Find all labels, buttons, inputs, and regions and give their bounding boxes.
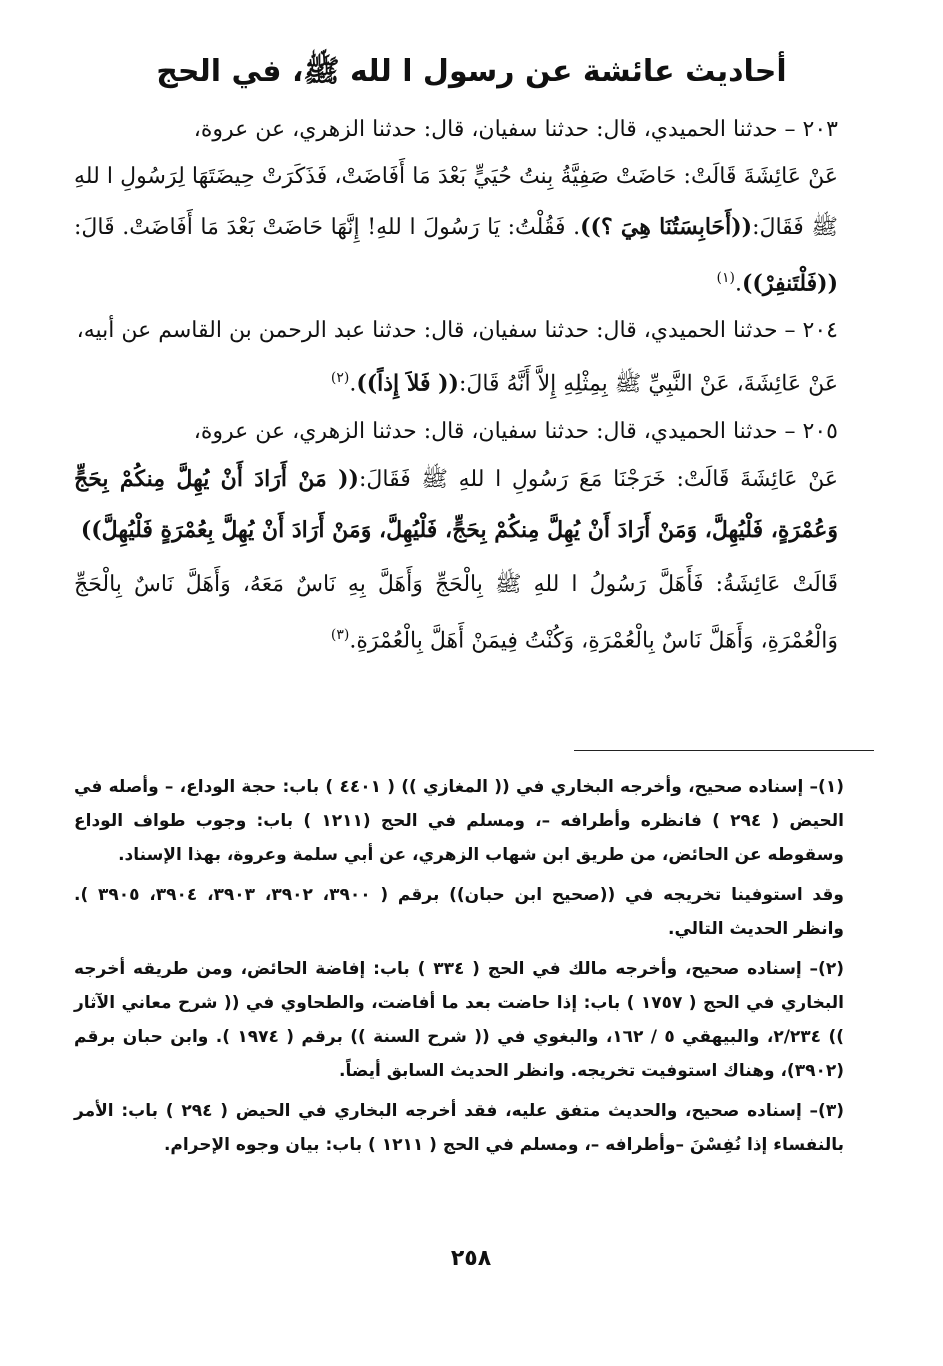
footnote-1: (١)– إسناده صحيح، وأخرجه البخاري في (( المغازي )) ( ٤٤٠١ ) باب: حجة الوداع، – وأصله في الحيض ( ٢٩٤ ) فانظره وأطرافه –، ومسلم في الحج (١٢١١ ) باب: وجوب طواف الوداع وسقوطه عن الحائض، من طريق ابن شهاب الزهري، عن أبي سلمة وعروة، بهذا الإسناد. <box>74 777 845 865</box>
footnote-2: (٢)– إسناده صحيح، وأخرجه مالك في الحج ( ٣٣٤ ) باب: إفاضة الحائض، ومن طريقه أخرجه البخاري في الحج ( ١٧٥٧ ) باب: إذا حاضت بعد ما أفاضت، والطحاوي في (( شرح معاني الآثار )) ٢/٢٣٤، والبيهقي ٥ / ١٦٢، والبغوي في (( شرح السنة )) برقم ( ١٩٧٤ ). وابن حبان برقم (٣٩٠٢)، وهناك استوفيت تخريجه. وانظر الحديث السابق أيضاً. <box>74 959 845 1081</box>
hadith-205-matn <box>74 454 874 556</box>
hadith-203-text-a: عَنْ عَائِشَةَ قَالَتْ: حَاضَتْ صَفِيَّةُ بِنتُ حُيَيٍّ بَعْدَ مَا أَفَاضَتْ، فَذَكَرَتْ حِيضَتَهَا لِرَسُولِ ا للهِ ﷺ فَقَالَ: <box>74 164 838 240</box>
footnotes-section <box>74 770 874 1168</box>
footnote-ref-3[interactable]: (٣) <box>330 626 350 643</box>
hadith-204-matn: عَنْ عَائِشَةَ، عَنْ النَّبِيِّ ﷺ بِمِثْلِهِ إِلاَّ أَنَّهُ قَالَ:(( فَلاَ إِذاً)).$^{(٢)}$ <box>330 370 838 397</box>
hadith-205-quote-a: (( مَنْ أَرَادَ أَنْ يُهِلَّ مِنكُمْ بِحَجٍّ وَعُمْرَةٍ، فَلْيُهِلَّ، وَمَنْ أَرَادَ أَنْ يُهِلَّ مِنكُمْ بِحَجٍّ، فَلْيُهِلَّ، وَمَنْ أَرَادَ أَنْ يُهِلَّ بِعُمْرَةٍ فَلْيُهِلَّ)) <box>74 465 838 543</box>
hadith-203-isnad: ٢٠٣ – حدثنا الحميدي، قال: حدثنا سفيان، قال: حدثنا الزهري، عن عروة، <box>193 117 838 142</box>
hadith-body <box>74 112 874 670</box>
footnote-divider <box>574 750 874 751</box>
footnote-1-continuation: وقد استوفينا تخريجه في ((صحيح ابن حبان)) برقم ( ٣٩٠٠، ٣٩٠٢، ٣٩٠٣، ٣٩٠٤، ٣٩٠٥ ). وانظر الحديث التالي. <box>74 885 844 939</box>
hadith-204-isnad: ٢٠٤ – حدثنا الحميدي، قال: حدثنا سفيان، قال: حدثنا عبد الرحمن بن القاسم عن أبيه، <box>76 318 838 344</box>
footnote-ref-2[interactable]: (٢) <box>330 370 350 387</box>
page-title: أحاديث عائشة عن رسول ا لله ﷺ، في الحج <box>156 54 787 89</box>
hadith-204-quote-a: (( فَلاَ إِذاً)) <box>356 370 459 397</box>
hadith-204-text-a: عَنْ عَائِشَةَ، عَنْ النَّبِيِّ ﷺ بِمِثْلِهِ إِلاَّ أَنَّهُ قَالَ: <box>458 371 838 397</box>
footnote-3: (٣)– إسناده صحيح، والحديث متفق عليه، فقد أخرجه البخاري في الحيض ( ٢٩٤ ) باب: الأمر بالنفساء إذا نُفِسْنَ –وأطرافه –، ومسلم في الحج ( ١٢١١ ) باب: بيان وجوه الإحرام. <box>74 1101 844 1155</box>
hadith-205-text-a: عَنْ عَائِشَةَ قَالَتْ: خَرَجْنَا مَعَ رَسُولِ ا للهِ ﷺ فَقَالَ: <box>358 466 839 492</box>
hadith-205-text-b: قَالَتْ عَائِشَةُ: فَأَهَلَّ رَسُولُ ا للهِ ﷺ بِالْحَجِّ وَأَهَلَّ بِهِ نَاسٌ مَعَهُ، وَأَهَلَّ نَاسٌ بِالْحَجِّ وَالْعُمْرَةِ، وَأَهَلَّ نَاسٌ بِالْعُمْرَةِ، وَكُنْتُ فِيمَنْ أَهَلَّ بِالْعُمْرَةِ. <box>74 571 838 653</box>
hadith-203-text-b: . فَقُلْتُ: يَا رَسُولَ ا للهِ! إِنَّهَا حَاضَتْ بَعْدَ مَا أَفَاضَتْ. قَالَ: <box>74 215 581 240</box>
hadith-203-quote-b: ((فَلْتَنفِرْ)) <box>742 270 838 297</box>
hadith-203-quote-a: ((أَحَابِسَتُنَا هِيَ ؟)) <box>580 214 753 240</box>
hadith-205-matn-cont <box>74 560 874 666</box>
page-number: ٢٥٨ <box>450 1246 492 1271</box>
hadith-205-isnad: ٢٠٥ – حدثنا الحميدي، قال: حدثنا سفيان، قال: حدثنا الزهري، عن عروة، <box>193 418 838 444</box>
hadith-203-matn: عَنْ عَائِشَةَ قَالَتْ: حَاضَتْ صَفِيَّةُ بِنتُ حُيَيٍّ بَعْدَ مَا أَفَاضَتْ، فَذَكَرَتْ حِيضَتَهَا لِرَسُولِ ا للهِ ﷺ فَقَالَ:((أَحَابِسَتُنَا هِيَ ؟)). فَقُلْتُ: يَا رَسُولَ ا للهِ! إِنَّهَا حَاضَتْ بَعْدَ مَا أَفَاضَتْ. قَالَ:((فَلْتَنفِرْ)).$^{(١)}$ <box>74 164 838 297</box>
footnote-ref-1[interactable]: (١) <box>716 270 736 286</box>
